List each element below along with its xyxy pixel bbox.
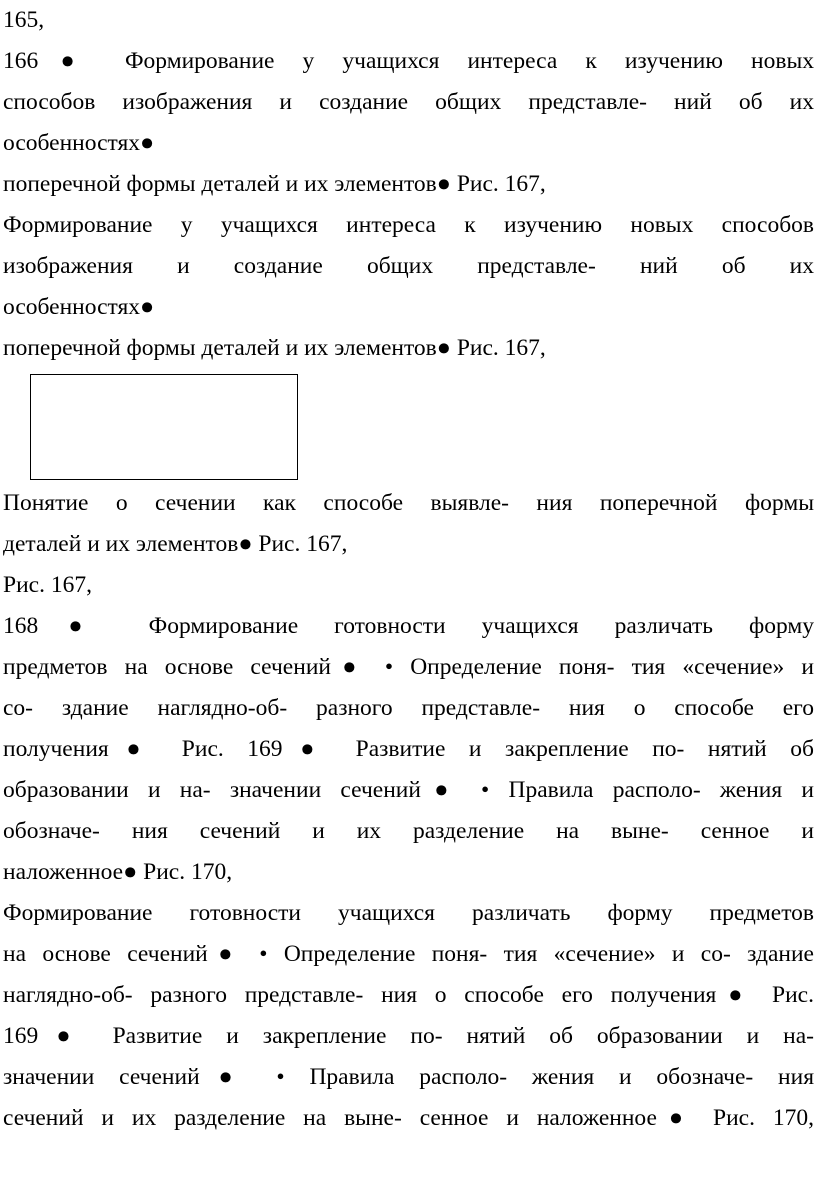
- text-line: Формирование у учащихся интереса к изучению новых способов: [3, 212, 814, 238]
- text-line: образовании и на- значении сечений● • Правила располо- жения и: [3, 777, 814, 803]
- text-line: Рис. 167,: [3, 572, 92, 598]
- text-line: наложенное● Рис. 170,: [3, 859, 233, 885]
- text-line: поперечной формы деталей и их элементов● Рис. 167,: [3, 335, 546, 361]
- text-line: наглядно-об- разного представле- ния о способе его получения● Рис.: [3, 982, 814, 1008]
- text-line: Понятие о сечении как способе выявле- ния поперечной формы: [3, 490, 814, 516]
- text-line: со- здание наглядно-об- разного представле- ния о способе его: [3, 695, 814, 721]
- text-line: на основе сечений● • Определение поня- тия «сечение» и со- здание: [3, 941, 814, 967]
- text-line: 169● Развитие и закрепление по- нятий об образовании и на-: [3, 1023, 814, 1049]
- text-line: поперечной формы деталей и их элементов● Рис. 167,: [3, 171, 546, 197]
- text-line: особенностях●: [3, 294, 155, 320]
- text-line: 168● Формирование готовности учащихся различать форму: [3, 613, 814, 639]
- figure-frame: [30, 374, 298, 480]
- text-line: значении сечений● • Правила располо- жения и обозначе- ния: [3, 1064, 814, 1090]
- text-line: предметов на основе сечений● • Определение поня- тия «сечение» и: [3, 654, 814, 680]
- text-line: 165,: [3, 7, 45, 33]
- text-line: 166● Формирование у учащихся интереса к изучению новых: [3, 48, 814, 74]
- text-line: способов изображения и создание общих представле- ний об их: [3, 89, 814, 115]
- text-line: Формирование готовности учащихся различать форму предметов: [3, 900, 814, 926]
- text-line: обозначе- ния сечений и их разделение на выне- сенное и: [3, 818, 814, 844]
- text-line: особенностях●: [3, 130, 155, 156]
- text-line: сечений и их разделение на выне- сенное и наложенное● Рис. 170,: [3, 1105, 814, 1131]
- text-line: изображения и создание общих представле- ний об их: [3, 253, 814, 279]
- text-line: деталей и их элементов● Рис. 167,: [3, 531, 348, 557]
- figure-placeholder-area: [3, 369, 814, 483]
- text-line: получения● Рис. 169● Развитие и закрепление по- нятий об: [3, 736, 814, 762]
